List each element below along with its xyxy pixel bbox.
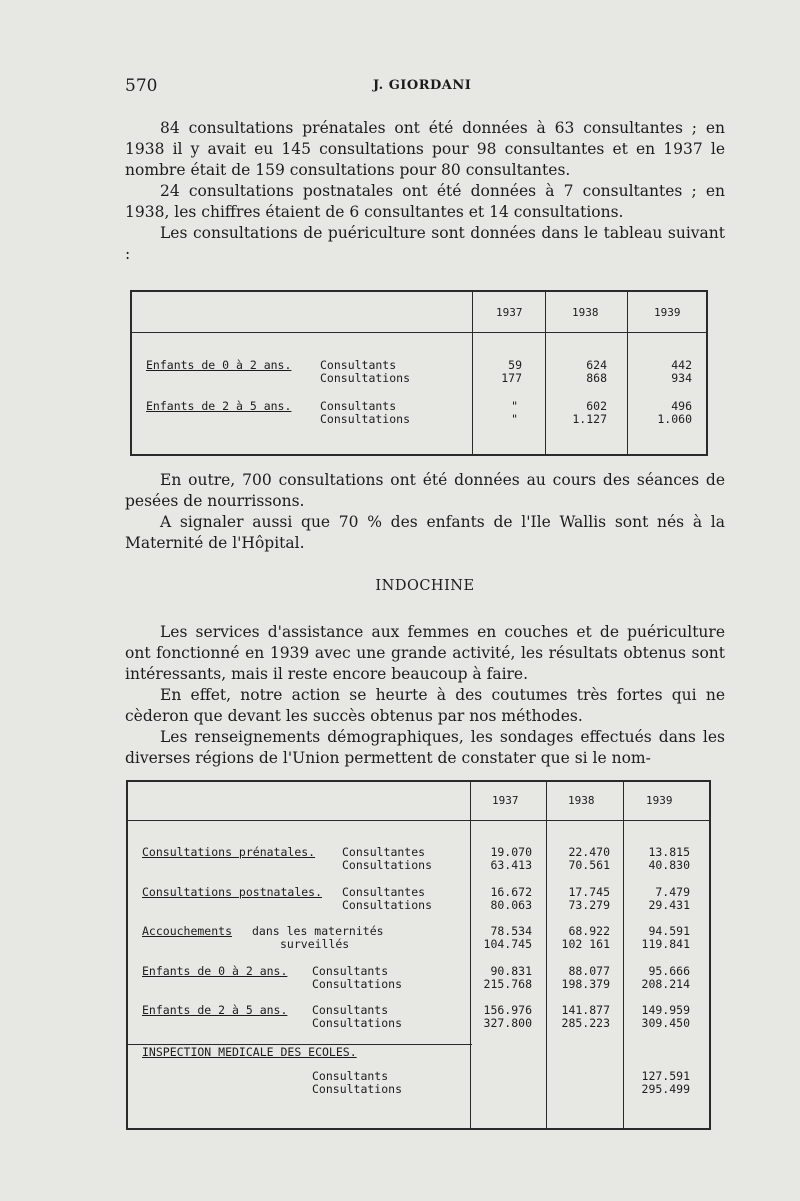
value-cell: " [511, 399, 518, 413]
row-label: Consultantes [342, 885, 426, 899]
value-cell: 22.470 [568, 845, 610, 859]
value-cell: 73.279 [568, 898, 610, 912]
indochine-paragraphs [125, 622, 725, 769]
value-cell: 119.841 [641, 937, 690, 951]
value-cell: 141.877 [561, 1003, 610, 1017]
paragraph: 24 consultations postnatales ont été données à 7 consultantes ; en 1938, les chiffres étaient de 6 consultantes et 14 consultations. [125, 182, 725, 221]
value-cell: 13.815 [648, 845, 690, 859]
header-rule [132, 332, 472, 333]
header-rule [128, 820, 711, 821]
indochine-table [126, 780, 711, 1130]
page-number: 570 [125, 76, 158, 96]
row-label: Consultants [320, 399, 397, 413]
paragraph: A signaler aussi que 70 % des enfants de l'Ile Wallis sont nés à la Maternité de l'Hôpital. [125, 513, 725, 552]
value-cell: 88.077 [568, 964, 610, 978]
value-cell: " [511, 412, 518, 426]
paragraph: En effet, notre action se heurte à des coutumes très fortes qui ne cèderon que devant les succès obtenus par nos méthodes. [125, 686, 725, 725]
paragraph: 84 consultations prénatales ont été données à 63 consultantes ; en 1938 il y avait eu 145 consultations pour 98 consultantes et en 1937 le nombre était de 159 consultations pour 80 consultantes. [125, 119, 725, 179]
value-cell: 602 [586, 399, 607, 413]
year-header: 1937 [496, 306, 523, 319]
value-cell: 68.922 [568, 924, 610, 938]
row-label: Consultations [342, 898, 433, 912]
value-cell: 149.959 [641, 1003, 690, 1017]
intro-paragraphs [125, 118, 725, 265]
section-heading: INDOCHINE [375, 578, 475, 594]
year-header: 1939 [646, 794, 673, 807]
puericulture-table [130, 290, 708, 456]
row-label: Consultations [312, 977, 403, 991]
value-cell: 59 [508, 358, 522, 372]
value-cell: 19.070 [490, 845, 532, 859]
running-title: J. GIORDANI [373, 78, 472, 93]
row-label: Consultations [312, 1016, 403, 1030]
value-cell: 95.666 [648, 964, 690, 978]
row-label: Consultants [312, 1069, 389, 1083]
row-label: Consultations [342, 858, 433, 872]
column-divider [472, 292, 473, 454]
value-cell: 285.223 [561, 1016, 610, 1030]
column-divider [470, 782, 471, 1128]
group-label: Consultations prénatales. [142, 845, 316, 859]
column-divider [623, 782, 624, 1128]
paragraph: En outre, 700 consultations ont été données au cours des séances de pesées de nourrissons. [125, 471, 725, 510]
value-cell: 1.060 [657, 412, 692, 426]
year-header: 1938 [568, 794, 595, 807]
year-header: 1938 [572, 306, 599, 319]
value-cell: 7.479 [655, 885, 690, 899]
value-cell: 177 [501, 371, 522, 385]
value-cell: 208.214 [641, 977, 690, 991]
row-label: Consultations [320, 371, 411, 385]
value-cell: 127.591 [641, 1069, 690, 1083]
value-cell: 496 [671, 399, 692, 413]
group-label: Enfants de 2 à 5 ans. [142, 1003, 288, 1017]
value-cell: 934 [671, 371, 692, 385]
column-divider [546, 782, 547, 1128]
group-label: Enfants de 2 à 5 ans. [146, 399, 292, 413]
row-label: Consultants [320, 358, 397, 372]
group-label: Consultations postnatales. [142, 885, 323, 899]
value-cell: 198.379 [561, 977, 610, 991]
column-divider [545, 292, 546, 454]
group-label: Enfants de 0 à 2 ans. [146, 358, 292, 372]
column-divider [627, 292, 628, 454]
value-cell: 104.745 [483, 937, 532, 951]
value-cell: 327.800 [483, 1016, 532, 1030]
value-cell: 40.830 [648, 858, 690, 872]
value-cell: 215.768 [483, 977, 532, 991]
header-rule [472, 332, 708, 333]
paragraph: Les services d'assistance aux femmes en couches et de puériculture ont fonctionné en 1939 avec une grande activité, les résultats obtenus sont intéressants, mais il reste encore beaucoup à faire. [125, 623, 725, 683]
row-label: surveillés [280, 937, 350, 951]
value-cell: 868 [586, 371, 607, 385]
row-label: Consultations [312, 1082, 403, 1096]
year-header: 1939 [654, 306, 681, 319]
value-cell: 70.561 [568, 858, 610, 872]
value-cell: 17.745 [568, 885, 610, 899]
row-label: Consultants [312, 1003, 389, 1017]
value-cell: 29.431 [648, 898, 690, 912]
row-label: Consultations [320, 412, 411, 426]
value-cell: 156.976 [483, 1003, 532, 1017]
middle-paragraphs [125, 470, 725, 554]
year-header: 1937 [492, 794, 519, 807]
group-label: INSPECTION MEDICALE DES ECOLES. [142, 1045, 357, 1059]
value-cell: 63.413 [490, 858, 532, 872]
group-label-suffix: dans les maternités [252, 924, 384, 938]
value-cell: 624 [586, 358, 607, 372]
value-cell: 442 [671, 358, 692, 372]
value-cell: 78.534 [490, 924, 532, 938]
row-label: Consultants [312, 964, 389, 978]
value-cell: 1.127 [572, 412, 607, 426]
row-label: Consultantes [342, 845, 426, 859]
value-cell: 80.063 [490, 898, 532, 912]
group-label: Accouchements [142, 924, 233, 938]
paragraph: Les renseignements démographiques, les sondages effectués dans les diverses régions de l'Union permettent de constater que si le nom- [125, 728, 725, 767]
value-cell: 102 161 [561, 937, 610, 951]
value-cell: 295.499 [641, 1082, 690, 1096]
value-cell: 309.450 [641, 1016, 690, 1030]
value-cell: 94.591 [648, 924, 690, 938]
value-cell: 16.672 [490, 885, 532, 899]
group-label: Enfants de 0 à 2 ans. [142, 964, 288, 978]
paragraph: Les consultations de puériculture sont données dans le tableau suivant : [125, 224, 725, 263]
value-cell: 90.831 [490, 964, 532, 978]
page-header [125, 76, 725, 96]
